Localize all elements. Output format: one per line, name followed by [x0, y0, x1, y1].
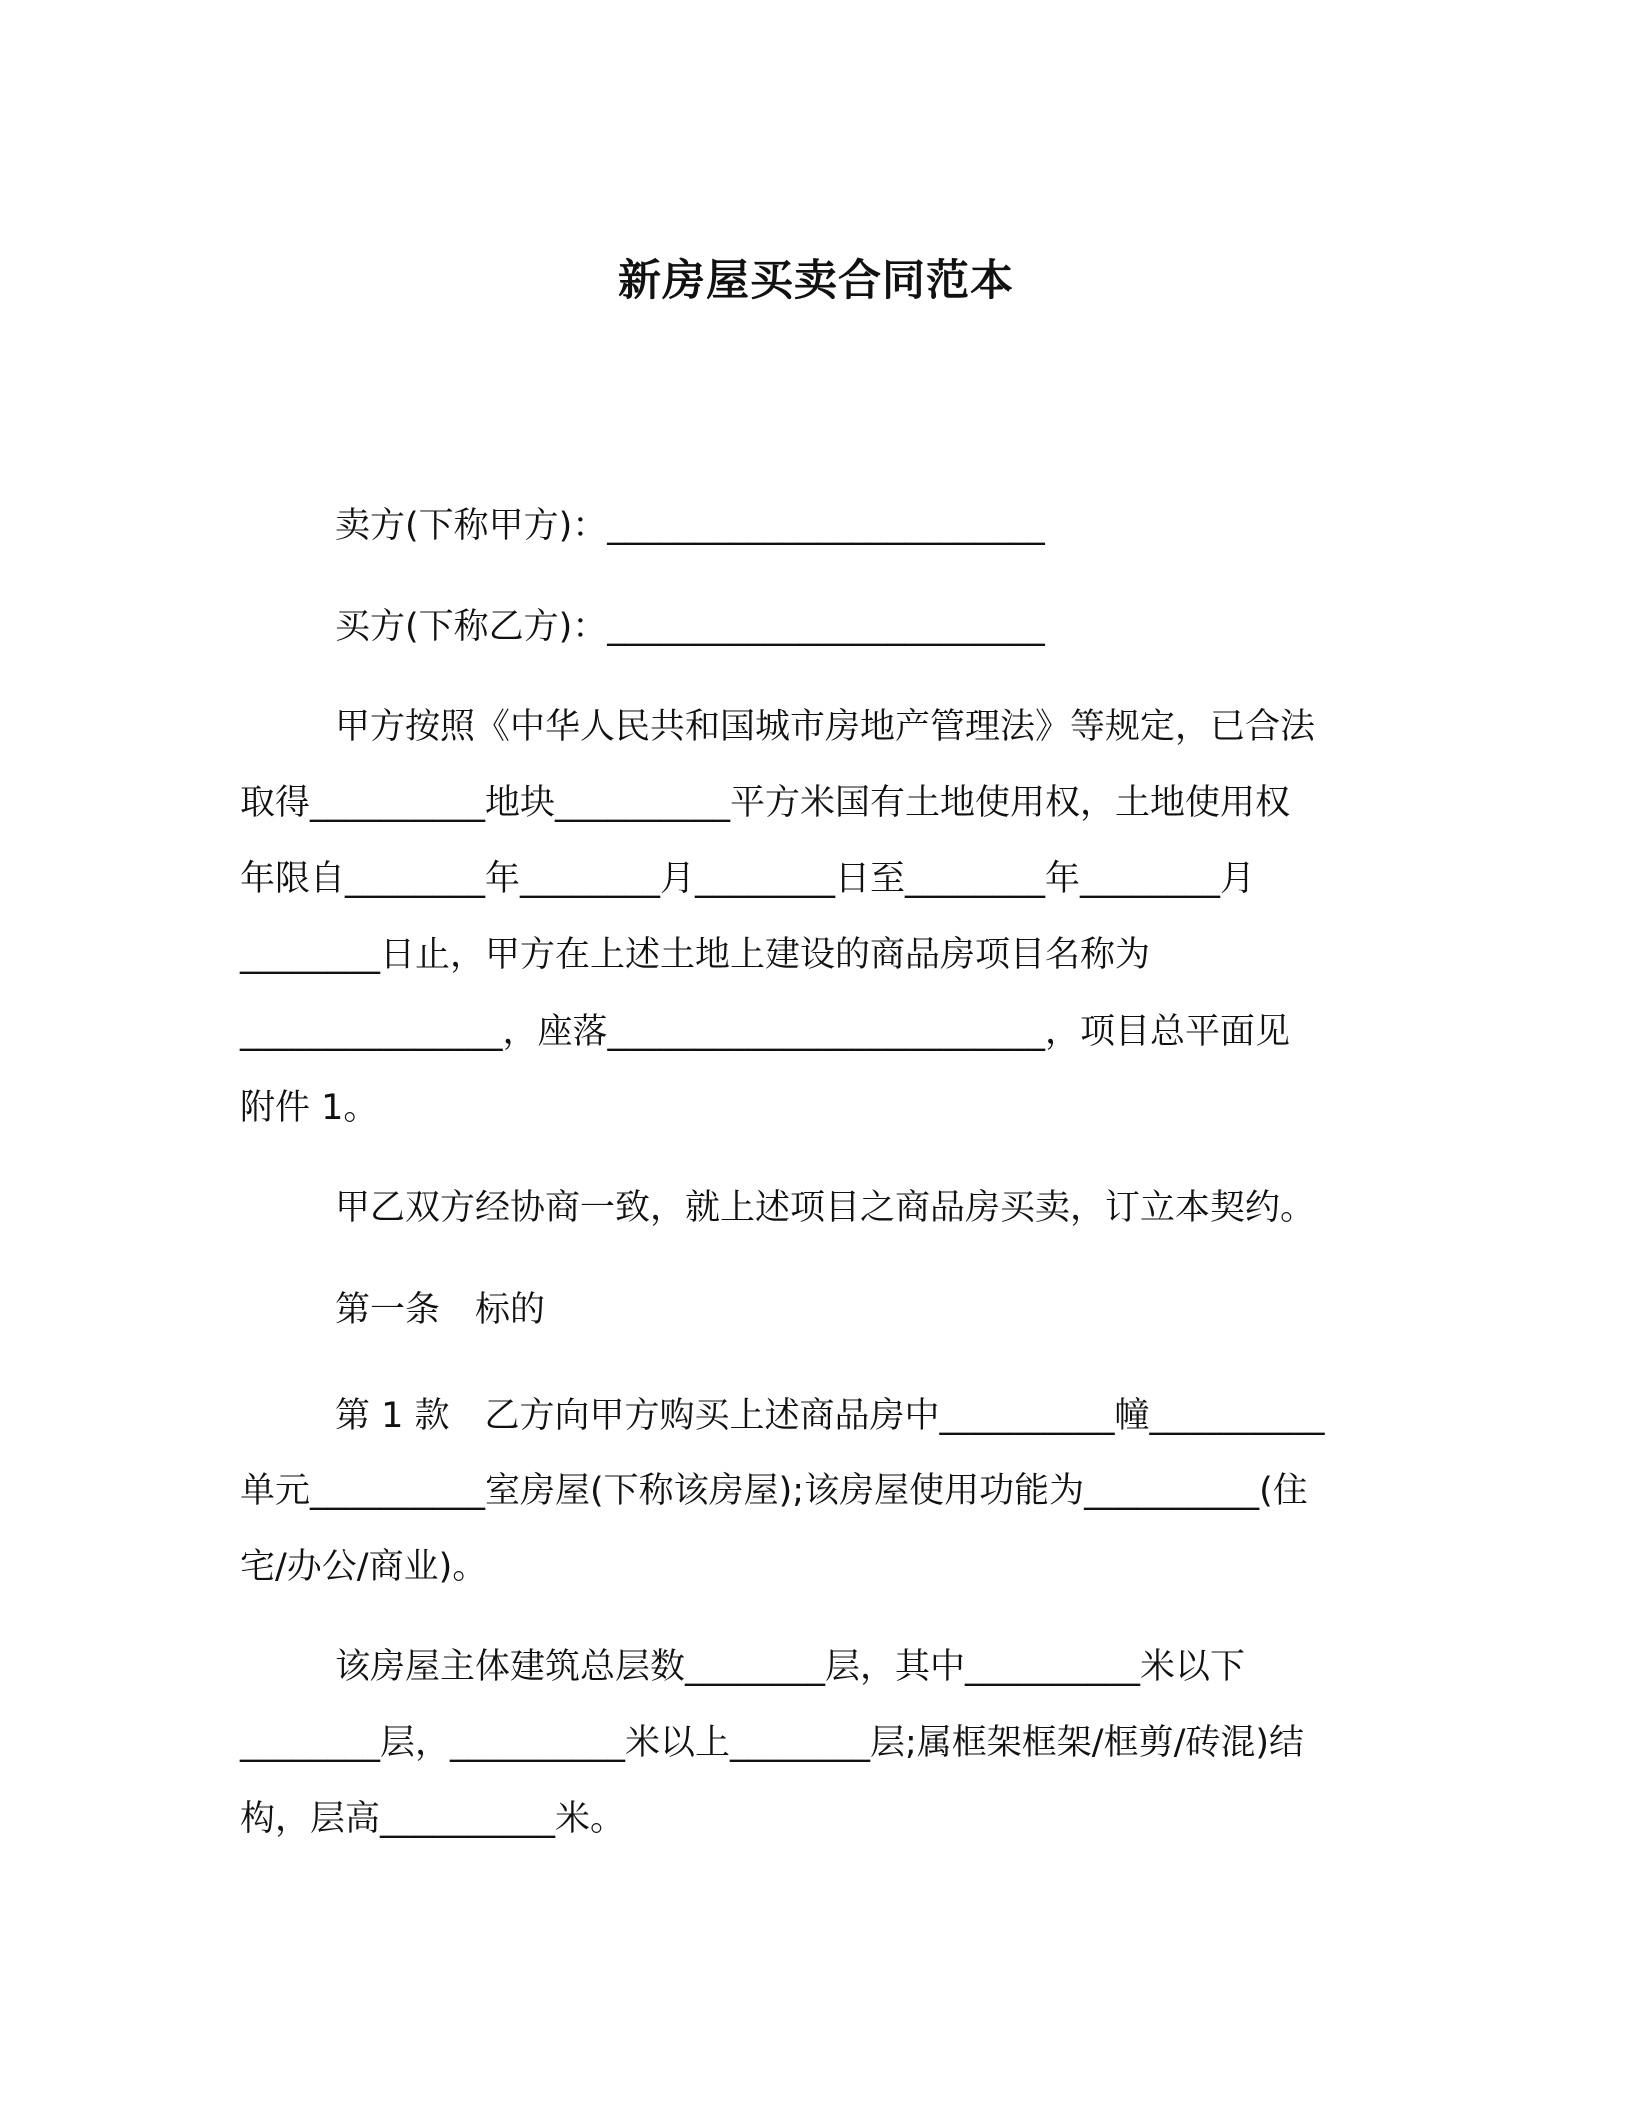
document-title: 新房屋买卖合同范本: [618, 255, 1014, 306]
paragraph-line: ________日止，甲方在上述土地上建设的商品房项目名称为: [240, 935, 1151, 975]
building-line: ________层，__________米以上________层;属框架框架/框剪/砖混)结: [240, 1723, 1305, 1763]
buyer-line: 买方(下称乙方)：_________________________: [335, 607, 1045, 647]
clause-line: 第 1 款 乙方向甲方购买上述商品房中__________幢__________: [335, 1396, 1325, 1436]
clause-line: 宅/办公/商业)。: [240, 1547, 488, 1587]
agreement-line: 甲乙双方经协商一致，就上述项目之商品房买卖，订立本契约。: [335, 1188, 1316, 1228]
paragraph-line: 附件 1。: [240, 1088, 379, 1128]
paragraph-line: 年限自________年________月________日至________年________月: [240, 859, 1256, 899]
paragraph-line: _______________，座落_________________________，项目总平面见: [240, 1012, 1291, 1052]
paragraph-line: 取得__________地块__________平方米国有土地使用权，土地使用权: [240, 783, 1291, 823]
paragraph-line: 甲方按照《中华人民共和国城市房地产管理法》等规定，已合法: [335, 707, 1316, 747]
building-line: 构，层高__________米。: [240, 1799, 626, 1839]
article-heading: 第一条 标的: [335, 1290, 546, 1330]
building-line: 该房屋主体建筑总层数________层，其中__________米以下: [335, 1647, 1246, 1687]
clause-line: 单元__________室房屋(下称该房屋);该房屋使用功能为__________(住: [240, 1471, 1308, 1511]
seller-line: 卖方(下称甲方)：_________________________: [335, 506, 1045, 546]
